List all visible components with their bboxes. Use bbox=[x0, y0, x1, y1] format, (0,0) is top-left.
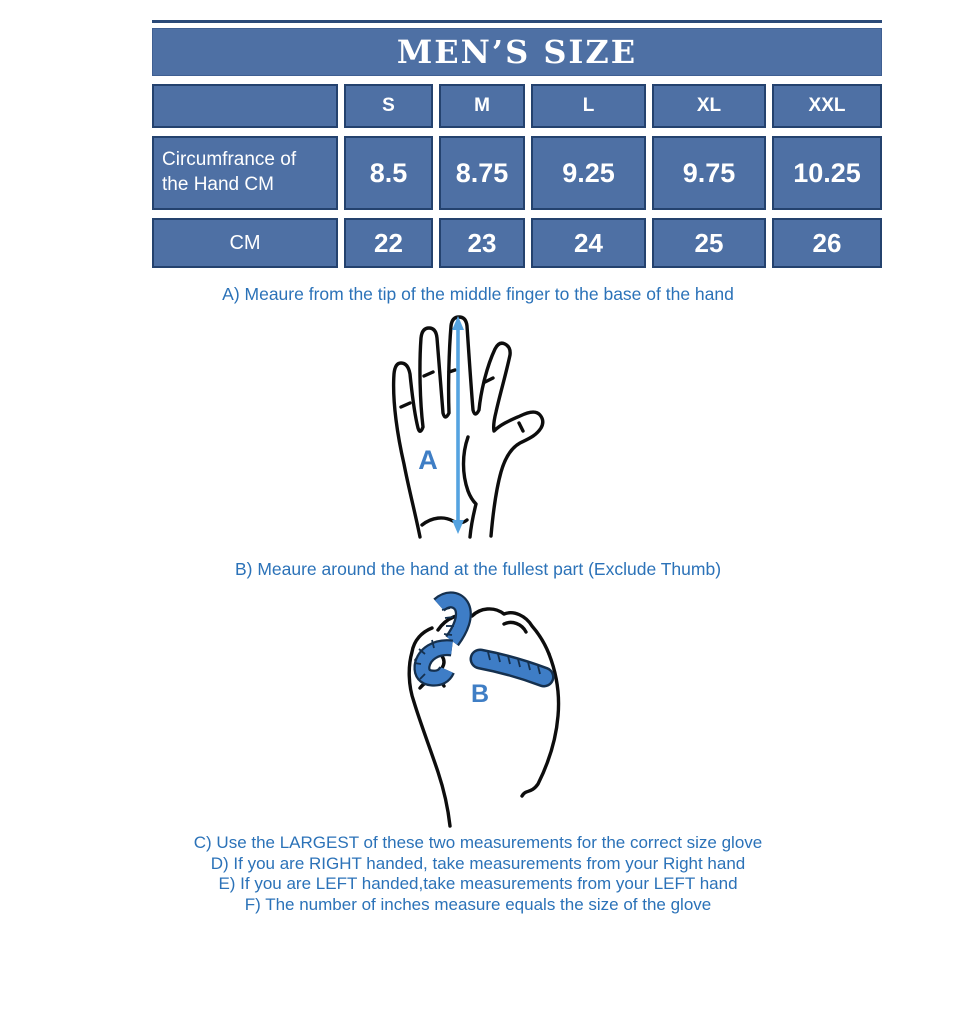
measure-arrow-a bbox=[452, 316, 464, 534]
hand-label-a: A bbox=[418, 445, 438, 475]
hand-outline bbox=[394, 317, 543, 537]
header-cell-xxl: XXL bbox=[772, 84, 882, 128]
circumference-value-xl: 9.75 bbox=[652, 136, 766, 210]
cm-value-xl: 25 bbox=[652, 218, 766, 268]
circumference-value-s: 8.5 bbox=[344, 136, 433, 210]
instruction-e: E) If you are LEFT handed,take measurements from your LEFT hand bbox=[218, 874, 738, 893]
instruction-d: D) If you are RIGHT handed, take measurements from your Right hand bbox=[210, 853, 746, 873]
instruction-f: F) The number of inches measure equals the size of the glove bbox=[244, 894, 712, 914]
circumference-value-xxl: 10.25 bbox=[772, 136, 882, 210]
header-cell-l: L bbox=[531, 84, 646, 128]
row-label-circumference: Circumfrance of the Hand CM bbox=[152, 136, 338, 210]
instruction-c: C) Use the LARGEST of these two measurements for the correct size glove bbox=[193, 833, 763, 852]
bottom-instructions bbox=[0, 833, 956, 915]
circumference-value-m: 8.75 bbox=[439, 136, 525, 210]
row-label-cm: CM bbox=[152, 218, 338, 268]
fist-tape-diagram bbox=[392, 590, 582, 830]
header-cell-blank bbox=[152, 84, 338, 128]
size-table bbox=[152, 20, 882, 268]
instruction-b: B) Meaure around the hand at the fullest part (Exclude Thumb) bbox=[234, 559, 722, 579]
header-cell-m: M bbox=[439, 84, 525, 128]
table-title: MEN’S SIZE bbox=[152, 28, 882, 76]
header-cell-xl: XL bbox=[652, 84, 766, 128]
cm-value-s: 22 bbox=[344, 218, 433, 268]
cm-value-m: 23 bbox=[439, 218, 525, 268]
header-cell-s: S bbox=[344, 84, 433, 128]
cm-value-l: 24 bbox=[531, 218, 646, 268]
open-hand-diagram bbox=[368, 310, 590, 550]
fist-label-b: B bbox=[470, 680, 490, 708]
instruction-a: A) Meaure from the tip of the middle finger to the base of the hand bbox=[222, 284, 734, 304]
circumference-value-l: 9.25 bbox=[531, 136, 646, 210]
table-top-border bbox=[152, 20, 882, 23]
cm-value-xxl: 26 bbox=[772, 218, 882, 268]
size-table-grid bbox=[152, 84, 882, 268]
